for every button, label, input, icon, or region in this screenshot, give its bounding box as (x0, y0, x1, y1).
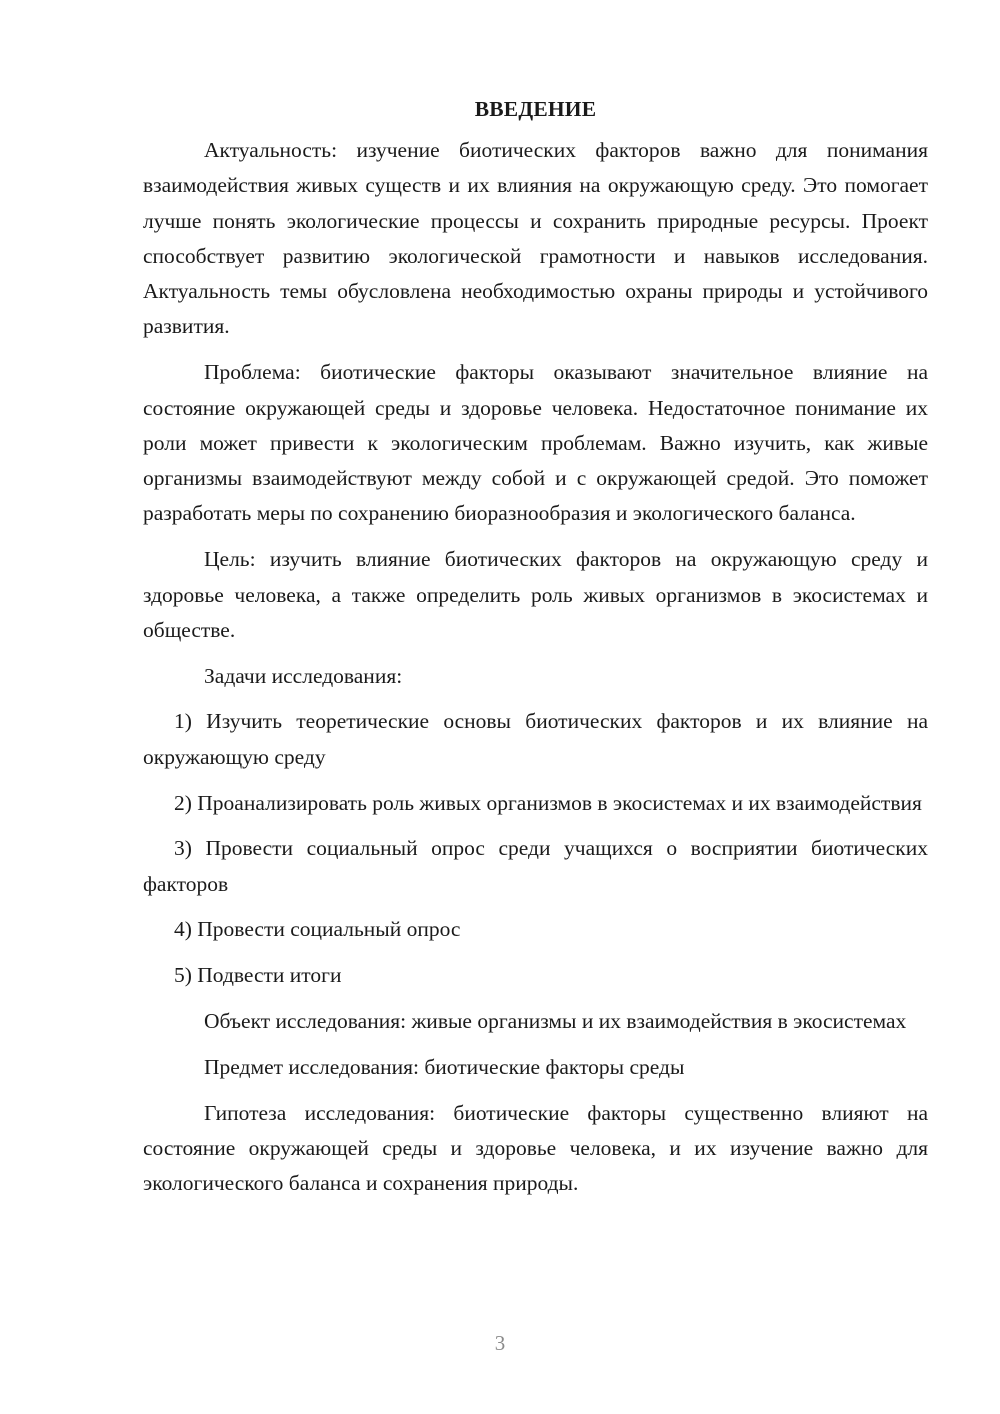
goal-paragraph: Цель: изучить влияние биотических факторов на окружающую среду и здоровье человека, а также определить роль живых организмов в экосистемах и обществе. (143, 547, 928, 642)
page-title: ВВЕДЕНИЕ (474, 97, 597, 121)
object-paragraph: Объект исследования: живые организмы и их взаимодействия в экосистемах (204, 1009, 907, 1034)
document-page (143, 92, 928, 1212)
task-item-5: 5) Подвести итоги (174, 963, 342, 988)
relevance-paragraph: Актуальность: изучение биотических факторов важно для понимания взаимодействия живых существ и их влияния на окружающую среду. Это помогает лучше понять экологические процессы и сохранить природные ресурсы. Проект способствует развитию экологической грамотности и навыков исследования. Актуальность темы обусловлена необходимостью охраны природы и устойчивого развития. (143, 138, 928, 339)
task-item-3: 3) Провести социальный опрос среди учащихся о восприятии биотических факторов (143, 836, 928, 896)
tasks-heading: Задачи исследования: (204, 663, 403, 688)
hypothesis-paragraph: Гипотеза исследования: биотические факторы существенно влияют на состояние окружающей среды и здоровье человека, и их изучение важно для экологического баланса и сохранения природы. (143, 1100, 928, 1196)
problem-paragraph: Проблема: биотические факторы оказывают значительное влияние на состояние окружающей среды и здоровье человека. Недостаточное понимание их роли может привести к экологическим проблемам. Важно изучить, как живые организмы взаимодействуют между собой и с окружающей средой. Это поможет разработать меры по сохранению биоразнообразия и экологического баланса. (143, 360, 928, 526)
subject-paragraph: Предмет исследования: биотические факторы среды (204, 1054, 685, 1079)
task-item-1: 1) Изучить теоретические основы биотических факторов и их влияние на окружающую среду (143, 709, 928, 769)
tasks-list (143, 704, 928, 993)
page-number: 3 (494, 1331, 506, 1355)
task-item-2: 2) Проанализировать роль живых организмов в экосистемах и их взаимодействия (174, 790, 922, 815)
task-item-4: 4) Провести социальный опрос (174, 917, 461, 942)
